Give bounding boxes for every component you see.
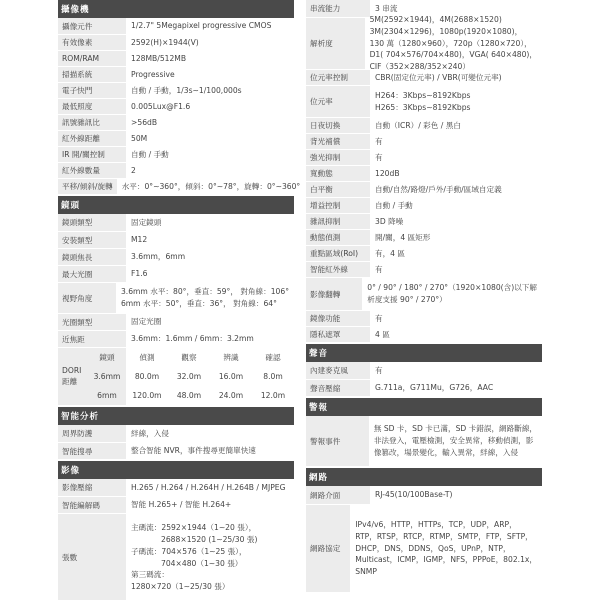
- spec-row: [58, 162, 294, 178]
- spec-value-line: 6mm 水平：50°，垂直：36°， 對角線：64°: [120, 299, 277, 308]
- spec-value-line: 有: [375, 136, 383, 146]
- section-header-network: 網路: [306, 468, 542, 486]
- spec-row: [58, 50, 294, 66]
- spec-value-line: 5M(2592×1944)，4M(2688×1520): [369, 15, 502, 25]
- spec-label: 動態偵測: [306, 230, 370, 245]
- spec-row: [58, 18, 294, 34]
- dori-head-cell: 偵測: [139, 353, 155, 362]
- spec-value-line: H264：3Kbps~8192Kbps: [375, 90, 471, 100]
- spec-row: [306, 69, 542, 85]
- dori-head-cell: 辨識: [223, 353, 239, 362]
- spec-label: 警報事件: [306, 416, 369, 466]
- spec-label: 電子快門: [58, 83, 126, 98]
- spec-label: 影像翻轉: [306, 278, 362, 310]
- spec-row: [58, 34, 294, 50]
- spec-value-line: H.265 / H.264 / H.264H / H.264B / MJPEG: [131, 482, 286, 492]
- spec-value: [126, 214, 294, 231]
- spec-value-line: Progressive: [131, 69, 175, 79]
- section-header-video: 影像: [58, 461, 294, 479]
- spec-value: [126, 425, 294, 442]
- spec-row: [58, 330, 294, 347]
- spec-label: 智能搜尋: [58, 443, 126, 459]
- spec-row: [306, 133, 542, 149]
- spec-label: 聲音壓縮: [306, 380, 370, 396]
- spec-value: [126, 443, 294, 459]
- spec-row: [58, 231, 294, 248]
- section-header-audio: 聲音: [306, 344, 542, 362]
- spec-value-line: 3.6mm 水平：80°，垂直：59°， 對角線：106°: [120, 287, 289, 297]
- dori-grid: [88, 348, 294, 405]
- section-header-lens: 鏡頭: [58, 196, 294, 214]
- dori-cell: 48.0m: [176, 391, 202, 400]
- spec-row: [58, 282, 294, 313]
- spec-value-line: 128MB/512MB: [131, 53, 187, 63]
- spec-row: [58, 479, 294, 496]
- spec-value: [369, 416, 542, 466]
- spec-row: [306, 416, 542, 466]
- spec-label: 平移/傾斜/旋轉: [58, 179, 117, 194]
- spec-label: 張數: [58, 514, 126, 600]
- spec-value: [370, 214, 542, 229]
- spec-value-line: 有: [375, 264, 383, 274]
- spec-value: [126, 497, 294, 513]
- dori-distance-table: [58, 347, 294, 405]
- spec-value: [126, 115, 294, 130]
- spec-label: 紅外線距離: [58, 131, 126, 146]
- dori-head-cell: 鏡頭: [88, 348, 126, 367]
- spec-value: [370, 362, 542, 379]
- spec-row: [58, 425, 294, 442]
- spec-value-line: 有: [375, 152, 383, 162]
- spec-label: 串流能力: [306, 0, 370, 17]
- spec-row: [306, 486, 542, 504]
- spec-row: [58, 265, 294, 282]
- spec-row: [306, 149, 542, 165]
- spec-row: [306, 277, 542, 310]
- spec-row: [306, 181, 542, 197]
- spec-row: [58, 442, 294, 459]
- spec-label: ROM/RAM: [58, 51, 126, 66]
- spec-row: [306, 362, 542, 379]
- spec-value-line: 120dB: [375, 168, 400, 178]
- spec-row: [306, 504, 542, 592]
- video-spec-table: [58, 479, 294, 600]
- spec-label: 解析度: [306, 18, 365, 69]
- spec-value-line: 自動 / 手動，1/3s~1/100,000s: [131, 85, 242, 95]
- spec-row: [58, 82, 294, 98]
- spec-label: 紅外線數量: [58, 163, 126, 178]
- spec-label: 訊號雜訊比: [58, 115, 126, 130]
- dori-cell: 3.6mm: [88, 367, 126, 386]
- dori-cell: 16.0m: [218, 372, 244, 381]
- spec-value-line: RJ-45(10/100Base-T): [375, 490, 453, 500]
- spec-value-line: 有: [375, 365, 383, 375]
- dori-cell: 8.0m: [263, 372, 283, 381]
- spec-value-line: 像篡改，場景變化，輸入異常，絆線，入侵: [373, 447, 519, 457]
- audio-spec-table: [306, 362, 542, 396]
- spec-label: 安裝類型: [58, 232, 126, 248]
- dori-head-cell: 觀察: [181, 353, 197, 362]
- dori-cell: 80.0m: [134, 372, 160, 381]
- dori-label-top: DORI: [62, 365, 82, 375]
- spec-value: [126, 314, 294, 330]
- spec-label: 最大光圈: [58, 266, 126, 282]
- spec-label: 光圈類型: [58, 314, 126, 330]
- spec-value-line: 自動/自然/路燈/戶外/手動/區域自定義: [375, 184, 502, 194]
- spec-value: [370, 86, 542, 117]
- spec-label: 攝像元件: [58, 18, 126, 34]
- spec-label: 增益控制: [306, 198, 370, 213]
- spec-row: [58, 513, 294, 600]
- spec-value: [370, 486, 542, 504]
- spec-value-line: D1( 704×576/704×480)，VGA( 640×480)，: [369, 50, 537, 60]
- spec-value-line: 有: [375, 313, 383, 323]
- spec-label: 寬動態: [306, 166, 370, 181]
- spec-row: [306, 379, 542, 396]
- spec-value: [126, 67, 294, 82]
- spec-value: [350, 505, 542, 592]
- spec-value-line: IPv4/v6，HTTP，HTTPs，TCP，UDP，ARP，: [355, 520, 517, 530]
- spec-row: [306, 165, 542, 181]
- spec-value-line: 固定光圈: [131, 317, 162, 327]
- right-column: [306, 0, 542, 592]
- spec-value-line: 第三碼流：: [131, 570, 169, 580]
- spec-row: [306, 310, 542, 326]
- dori-cell: 24.0m: [218, 391, 244, 400]
- spec-value-line: 子碼流：704×576（1~25 張），: [131, 546, 247, 556]
- spec-value-line: M12: [131, 235, 148, 245]
- spec-value-line: CIF（352×288/352×240）: [369, 62, 470, 72]
- spec-value-line: 3 串流: [375, 3, 398, 13]
- spec-value-line: 50M: [131, 133, 148, 143]
- spec-label: 內建麥克風: [306, 362, 370, 379]
- spec-label: 鏡頭焦長: [58, 249, 126, 265]
- spec-value: [370, 262, 542, 277]
- spec-row: [306, 197, 542, 213]
- spec-label: 最低照度: [58, 99, 126, 114]
- spec-value-line: DHCP，DNS，DDNS，QoS，UPnP，NTP，: [355, 543, 511, 553]
- spec-value: [370, 182, 542, 197]
- spec-label: 位元率: [306, 86, 370, 117]
- spec-value: [370, 246, 542, 261]
- spec-label: 網路協定: [306, 505, 350, 592]
- spec-value: [370, 118, 542, 133]
- spec-label: 重點區域(RoI): [306, 246, 370, 261]
- spec-label: IR 開/關控制: [58, 147, 126, 162]
- spec-value: [126, 232, 294, 248]
- spec-value: [126, 331, 294, 347]
- spec-value: [116, 283, 294, 313]
- dori-label-bottom: 距離: [62, 376, 78, 386]
- spec-label: 網路介面: [306, 486, 370, 504]
- spec-value-line: 3D 降噪: [375, 216, 404, 226]
- spec-value: [126, 83, 294, 98]
- spec-row: [58, 248, 294, 265]
- spec-value-line: RTP，RTSP，RTCP，RTMP，SMTP，FTP，SFTP，: [355, 531, 533, 541]
- dori-cell: 32.0m: [176, 372, 202, 381]
- spec-row: [306, 245, 542, 261]
- network-spec-table: [306, 486, 542, 592]
- spec-label: 周界防護: [58, 425, 126, 442]
- dori-cell: 12.0m: [260, 391, 286, 400]
- spec-value: [126, 479, 294, 496]
- spec-value-line: 水平：0°~360°，傾斜：0°~78°，旋轉：0°~360°: [121, 181, 301, 191]
- dori-head-cell: 確認: [265, 353, 281, 362]
- spec-value-line: 130 萬（1280×960），720p（1280×720），: [369, 38, 532, 48]
- spec-value-line: 主碼流：2592×1944（1~20 張），: [131, 523, 257, 533]
- spec-value-line: 固定鏡頭: [131, 217, 162, 227]
- spec-value: [370, 70, 542, 85]
- spec-label: 強光抑制: [306, 150, 370, 165]
- spec-value-line: 絆線，入侵: [131, 428, 169, 438]
- spec-value-line: 有，4 區: [375, 248, 406, 258]
- spec-value: [370, 166, 542, 181]
- spec-label: 日夜切換: [306, 118, 370, 133]
- spec-value-line: 1280×720（1~25/30 張）: [131, 582, 230, 592]
- spec-value: [362, 278, 542, 310]
- spec-label: 有效像素: [58, 35, 126, 50]
- spec-value-line: F1.6: [131, 269, 148, 279]
- spec-row: [306, 326, 542, 342]
- smart-spec-table: [58, 425, 294, 459]
- spec-value-line: G.711a，G711Mu，G726，AAC: [375, 383, 494, 393]
- spec-value: [370, 150, 542, 165]
- spec-value-line: 1/2.7" 5Megapixel progressive CMOS: [131, 21, 272, 31]
- spec-label: 智能編解碼: [58, 497, 126, 513]
- spec-value-line: Multicast，ICMP，IGMP，NFS，PPPoE，802.1x，: [355, 555, 537, 565]
- spec-value: [126, 18, 294, 34]
- spec-label: 背光補償: [306, 134, 370, 149]
- spec-value-line: 智能 H.265+ / 智能 H.264+: [131, 500, 232, 510]
- spec-value: [365, 15, 542, 72]
- spec-value: [126, 147, 294, 162]
- spec-value-line: 4 區: [375, 329, 390, 339]
- spec-value-line: >56dB: [131, 117, 158, 127]
- spec-row: [306, 261, 542, 277]
- spec-value-line: 自動（ICR）/ 彩色 / 黑白: [375, 120, 461, 130]
- alarm-spec-table: [306, 416, 542, 466]
- spec-value: [370, 230, 542, 245]
- spec-value-line: CBR(固定位元率) / VBR(可變位元率): [375, 72, 502, 82]
- spec-row: [306, 117, 542, 133]
- spec-value: [117, 179, 306, 194]
- section-header-camera: 攝像機: [58, 0, 294, 18]
- spec-label: 智能紅外線: [306, 262, 370, 277]
- dori-label: [58, 348, 88, 405]
- spec-value-line: 0° / 90° / 180° / 270°（1920×1080(含)以下解: [367, 283, 537, 293]
- spec-row: [58, 178, 301, 194]
- spec-row: [58, 146, 294, 162]
- video-settings-table: [306, 0, 542, 342]
- spec-label: 隱私遮罩: [306, 327, 370, 342]
- spec-label: 掃描系統: [58, 67, 126, 82]
- spec-value-line: 704×480（1~30 張）: [161, 558, 243, 568]
- spec-value-line: 整合智能 NVR，事件搜尋更簡單快速: [131, 446, 256, 456]
- spec-value: [126, 51, 294, 66]
- camera-spec-table: [58, 18, 301, 194]
- spec-label: 雜訊抑制: [306, 214, 370, 229]
- spec-value: [126, 163, 294, 178]
- spec-value-line: 3.6mm，6mm: [131, 252, 186, 262]
- spec-label: 白平衡: [306, 182, 370, 197]
- dori-cell: 6mm: [88, 386, 126, 405]
- spec-value: [370, 198, 542, 213]
- spec-value-line: 2688×1520 (1~25/30 張): [161, 534, 258, 544]
- left-column: [58, 0, 301, 600]
- spec-value: [126, 35, 294, 50]
- spec-label: 位元率控制: [306, 70, 370, 85]
- spec-value: [126, 249, 294, 265]
- spec-row: [58, 130, 294, 146]
- section-header-alarm: 警報: [306, 398, 542, 416]
- spec-row: [58, 313, 294, 330]
- spec-value: [126, 99, 294, 114]
- spec-row: [58, 496, 294, 513]
- spec-value-line: 0.005Lux@F1.6: [131, 101, 191, 111]
- spec-row: [306, 15, 542, 72]
- spec-value-line: SNMP: [355, 567, 377, 577]
- spec-value: [370, 311, 542, 326]
- spec-value-line: 3M(2304×1296)，1080p(1920×1080)，: [369, 26, 523, 36]
- spec-row: [58, 66, 294, 82]
- spec-label: 鏡頭類型: [58, 214, 126, 231]
- spec-value: [126, 514, 294, 600]
- spec-value: [370, 380, 542, 396]
- spec-value-line: 3.6mm：1.6mm / 6mm：3.2mm: [131, 334, 254, 344]
- spec-label: 影像壓縮: [58, 479, 126, 496]
- spec-label: 視野角度: [58, 283, 116, 313]
- spec-value-line: 無 SD 卡，SD 卡已滿，SD 卡錯誤，網路斷線，: [373, 424, 537, 434]
- spec-value: [370, 327, 542, 342]
- spec-row: [58, 98, 294, 114]
- section-header-smart: 智能分析: [58, 407, 294, 425]
- spec-row: [58, 114, 294, 130]
- spec-value: [370, 134, 542, 149]
- spec-label: 鏡像功能: [306, 311, 370, 326]
- spec-label: 近焦距: [58, 331, 126, 347]
- spec-value-line: 2592(H)×1944(V): [131, 37, 199, 47]
- spec-value: [126, 266, 294, 282]
- spec-value-line: 自動 / 手動: [375, 200, 413, 210]
- spec-value-line: H265：3Kbps~8192Kbps: [375, 102, 471, 112]
- spec-value-line: 2: [131, 165, 136, 175]
- spec-value-line: 自動 / 手動: [131, 149, 169, 159]
- spec-row: [306, 85, 542, 117]
- lens-spec-table: [58, 214, 294, 347]
- spec-row: [306, 229, 542, 245]
- dori-cell: 120.0m: [132, 391, 162, 400]
- spec-value-line: 非法登入，電壓檢測，安全異常，移動偵測，影: [373, 436, 534, 446]
- spec-row: [58, 214, 294, 231]
- spec-value: [126, 131, 294, 146]
- spec-row: [306, 213, 542, 229]
- spec-value-line: 析度支援 90° / 270°）: [367, 295, 447, 304]
- spec-value-line: 開/關，4 區矩形: [375, 232, 431, 242]
